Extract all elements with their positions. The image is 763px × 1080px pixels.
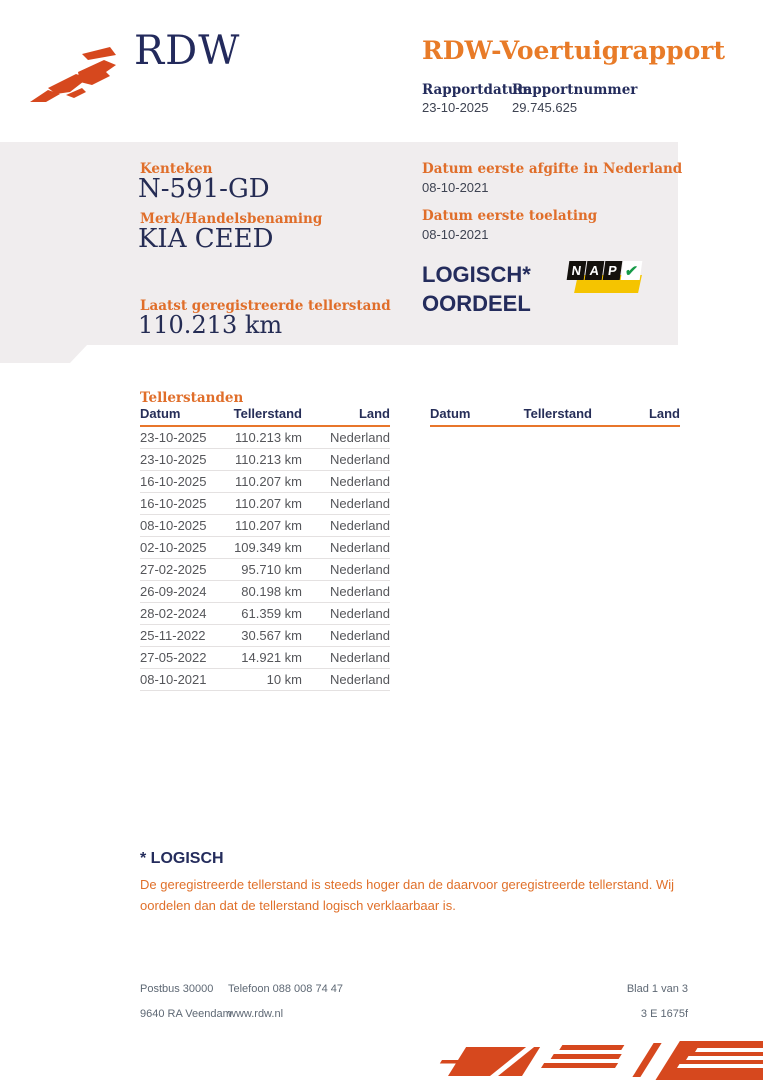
cell-land: Nederland	[302, 537, 390, 559]
rdw-wing-icon	[26, 38, 126, 110]
rdw-stripes-graphic	[403, 1036, 763, 1080]
merk-label: Merk/Handelsbenaming	[140, 211, 323, 227]
cell-datum: 02-10-2025	[140, 537, 232, 559]
report-date-value: 23-10-2025	[422, 100, 489, 115]
tellerstanden-section-title: Tellerstanden	[140, 390, 244, 406]
nap-letter-a: A	[585, 261, 605, 280]
cell-land: Nederland	[302, 515, 390, 537]
cell-land: Nederland	[302, 581, 390, 603]
cell-datum: 25-11-2022	[140, 625, 232, 647]
cell-datum: 23-10-2025	[140, 449, 232, 471]
cell-tellerstand: 110.213 km	[232, 449, 302, 471]
table-row	[140, 471, 390, 493]
nap-logo	[568, 261, 644, 299]
cell-datum: 16-10-2025	[140, 471, 232, 493]
table-row	[140, 493, 390, 515]
toelating-label: Datum eerste toelating	[422, 208, 598, 224]
cell-land: Nederland	[302, 603, 390, 625]
afgifte-label: Datum eerste afgifte in Nederland	[422, 161, 683, 177]
cell-datum: 27-05-2022	[140, 647, 232, 669]
footer-doc-code: 3 E 1675f	[640, 1008, 688, 1020]
report-title: RDW-Voertuigrapport	[422, 36, 726, 65]
report-number-value: 29.745.625	[512, 100, 578, 115]
table-row	[140, 669, 390, 691]
cell-tellerstand: 30.567 km	[232, 625, 302, 647]
cell-datum: 08-10-2021	[140, 669, 232, 691]
cell-land: Nederland	[302, 625, 390, 647]
merk-value: KIA CEED	[138, 224, 274, 254]
cell-tellerstand: 14.921 km	[232, 647, 302, 669]
tellerstanden-table-right	[430, 406, 680, 427]
cell-tellerstand: 110.207 km	[232, 493, 302, 515]
table-row	[140, 603, 390, 625]
cell-tellerstand: 110.207 km	[232, 471, 302, 493]
table-row	[140, 449, 390, 471]
footer-page-number: Blad 1 van 3	[626, 983, 688, 995]
cell-tellerstand: 109.349 km	[232, 537, 302, 559]
cell-datum: 08-10-2025	[140, 515, 232, 537]
cell-tellerstand: 10 km	[232, 669, 302, 691]
oordeel-line2: OORDEEL	[422, 291, 531, 316]
cell-tellerstand: 110.207 km	[232, 515, 302, 537]
tellerstanden-table-left	[140, 406, 390, 691]
col-header-datum: Datum	[430, 406, 522, 426]
table-row	[140, 625, 390, 647]
col-header-tellerstand: Tellerstand	[232, 406, 302, 426]
cell-tellerstand: 110.213 km	[232, 426, 302, 449]
cell-tellerstand: 61.359 km	[232, 603, 302, 625]
judgment-title: * LOGISCH	[140, 850, 224, 867]
footer-website: www.rdw.nl	[228, 1008, 284, 1020]
toelating-value: 08-10-2021	[422, 227, 489, 242]
col-header-land: Land	[302, 406, 390, 426]
judgment-text: De geregistreerde tellerstand is steeds hoger dan de daarvoor geregistreerde tellerstand. Wij oordelen dan dat de tellerstand logisch verklaarbaar is.	[140, 877, 675, 913]
col-header-tellerstand: Tellerstand	[522, 406, 592, 426]
kenteken-value: N-591-GD	[138, 174, 270, 204]
table-row	[140, 647, 390, 669]
col-header-land: Land	[592, 406, 680, 426]
table-row	[140, 581, 390, 603]
table-row	[140, 559, 390, 581]
cell-datum: 16-10-2025	[140, 493, 232, 515]
kenteken-label: Kenteken	[140, 161, 213, 177]
cell-land: Nederland	[302, 647, 390, 669]
cell-land: Nederland	[302, 471, 390, 493]
cell-datum: 28-02-2024	[140, 603, 232, 625]
cell-land: Nederland	[302, 426, 390, 449]
rdw-wordmark: RDW	[134, 28, 241, 74]
afgifte-value: 08-10-2021	[422, 180, 489, 195]
cell-land: Nederland	[302, 559, 390, 581]
laatste-tellerstand-label: Laatst geregistreerde tellerstand	[140, 298, 391, 314]
cell-datum: 23-10-2025	[140, 426, 232, 449]
nap-letter-p: P	[603, 261, 623, 280]
cell-datum: 26-09-2024	[140, 581, 232, 603]
report-number-label: Rapportnummer	[512, 82, 638, 98]
table-row	[140, 515, 390, 537]
cell-land: Nederland	[302, 449, 390, 471]
cell-datum: 27-02-2025	[140, 559, 232, 581]
table-row	[140, 426, 390, 449]
table-row	[140, 537, 390, 559]
cell-land: Nederland	[302, 493, 390, 515]
cell-tellerstand: 80.198 km	[232, 581, 302, 603]
nap-letter-n: N	[567, 261, 587, 280]
nap-checkmark-icon: ✔	[621, 261, 643, 280]
oordeel-line1: LOGISCH*	[422, 262, 531, 287]
table-header-row	[140, 406, 390, 426]
cell-tellerstand: 95.710 km	[232, 559, 302, 581]
cell-land: Nederland	[302, 669, 390, 691]
report-date-label: Rapportdatum	[422, 82, 533, 98]
oordeel-verdict	[422, 260, 531, 318]
laatste-tellerstand-value: 110.213 km	[138, 311, 283, 339]
footer-phone: Telefoon 088 008 74 47	[228, 983, 343, 995]
table-header-row	[430, 406, 680, 426]
col-header-datum: Datum	[140, 406, 232, 426]
footer-address-line2: 9640 RA Veendam	[140, 1008, 232, 1020]
footer-address-line1: Postbus 30000	[140, 983, 214, 995]
